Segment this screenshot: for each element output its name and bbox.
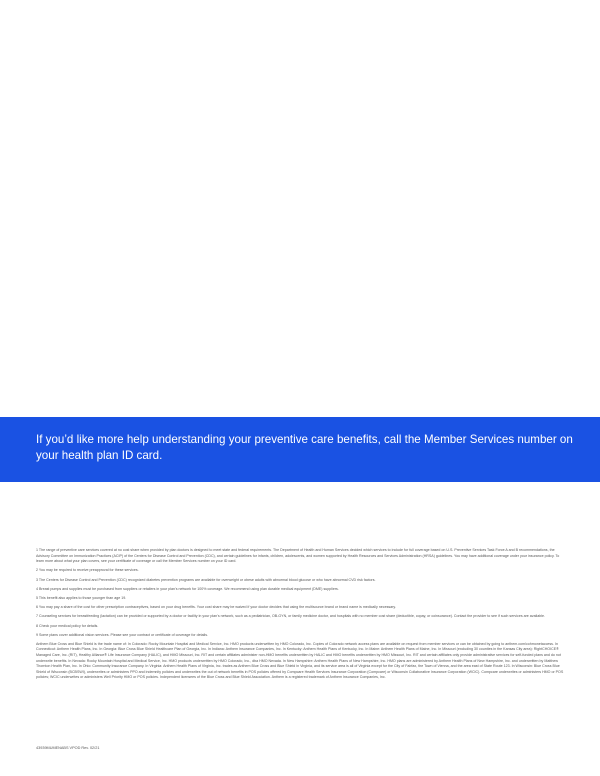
document-code: 43939MUMENABS VPOD Rev. 02/21 [36, 746, 100, 750]
footnote-6: 6 You may pay a share of the cost for other prescription contraceptives, based on your drug benefits. Your cost share may be waived if your doctor decides that using the multisource brand or brand name is medically necessary. [36, 605, 396, 610]
footnote-5: 5 This benefit also applies to those younger than age 19. [36, 595, 127, 600]
footnote-3: 3 The Centers for Disease Control and Prevention (CDC) recognized diabetes prevention programs are available for overweight or obese adults with abnormal blood glucose or who have abnormal CVD risk factors. [36, 577, 376, 582]
member-services-banner [0, 417, 600, 482]
footnote-8: 8 Check your medical policy for details. [36, 623, 99, 628]
footnotes-section [36, 548, 566, 681]
footnote-9: 9 Some plans cover additional vision services. Please see your contract or certificate of coverage for details. [36, 632, 208, 637]
legal-disclaimer: Anthem Blue Cross and Blue Shield is the trade name of: In Colorado: Rocky Mountain Hospital and Medical Service, Inc. HMO products underwritten by HMO Colorado, Inc. Copies of Colorado network access plans are available on request from member services or can be obtained by going to anthem.com/cohmonetaccess. In Connecticut: Anthem Health Plans, Inc. In Georgia: Blue Cross Blue Shield Healthcare Plan of Georgia, Inc. In Indiana: Anthem Insurance Companies, Inc. In Kentucky: Anthem Health Plans of Kentucky, Inc. In Maine: Anthem Health Plans of Maine, Inc. In Missouri (excluding 30 counties in the Kansas City area): RightCHOICE® Managed Care, Inc. (RIT), Healthy Alliance® Life Insurance Company (HALIC), and HMO Missouri, Inc. RIT and certain affiliates administer non-HMO benefits underwritten by HALIC and HMO benefits underwritten by HMO Missouri, Inc. RIT and certain affiliates only provide administrative services for self-funded plans and do not underwrite benefits. In Nevada: Rocky Mountain Hospital and Medical Service, Inc. HMO products underwritten by HMO Colorado, Inc., dba HMO Nevada. In New Hampshire: Anthem Health Plans of New Hampshire, Inc. HMO plans are administered by Anthem Health Plans of New Hampshire, Inc. and underwritten by Matthew Thornton Health Plan, Inc. In Ohio: Community Insurance Company. In Virginia: Anthem Health Plans of Virginia, Inc. trades as Anthem Blue Cross and Blue Shield in Virginia, and its service area is all of Virginia except for the City of Fairfax, the Town of Vienna, and the area east of State Route 123. In Wisconsin: Blue Cross Blue Shield of Wisconsin (BCBSWI), underwrites or administers PPO and indemnity policies and underwrites the out of network benefits in POS policies offered by Compcare Health Services Insurance Corporation (Compcare) or Wisconsin Collaborative Insurance Corporation (WCIC). Compcare underwrites or administers HMO or POS policies; WCIC underwrites or administers Well Priority HMO or POS policies. Independent licensees of the Blue Cross and Blue Shield Association. Anthem is a registered trademark of Anthem Insurance Companies, Inc. [36, 641, 564, 680]
banner-text: If you’d like more help understanding your preventive care benefits, call the Member Services number on your health plan ID card. [36, 433, 573, 462]
footnote-4: 4 Breast pumps and supplies must be purchased from suppliers or retailers in your plan's network for 100% coverage. We recommend using plan durable medical equipment (DME) suppliers. [36, 586, 339, 591]
footnote-2: 2 You may be required to receive preapproval for these services. [36, 568, 139, 573]
footnote-7: 7 Counseling services for breastfeeding (lactation) can be provided or supported by a doctor or facility in your plan's network, such as a pediatrician, OB-GYN, or family medicine doctor, and hospitals with no member cost share (deductible, copay, or coinsurance). Contact the provider to see if such services are available. [36, 614, 545, 619]
footnote-1: 1 The range of preventive care services covered at no cost share when provided by plan doctors is designed to meet state and federal requirements. The Department of Health and Human Services decided which services to include for full coverage based on U.S. Preventive Services Task Force A and B recommendations, the Advisory Committee on Immunization Practices (ACIP) of the Centers for Disease Control and Prevention (CDC), and certain guidelines for infants, children, adolescents, and women supported by Health Resources and Services Administration (HRSA) guidelines. You may have additional coverage under your insurance policy. To learn more about what your plan covers, see your certificate of coverage or call the Member Services number on your ID card. [36, 548, 560, 564]
